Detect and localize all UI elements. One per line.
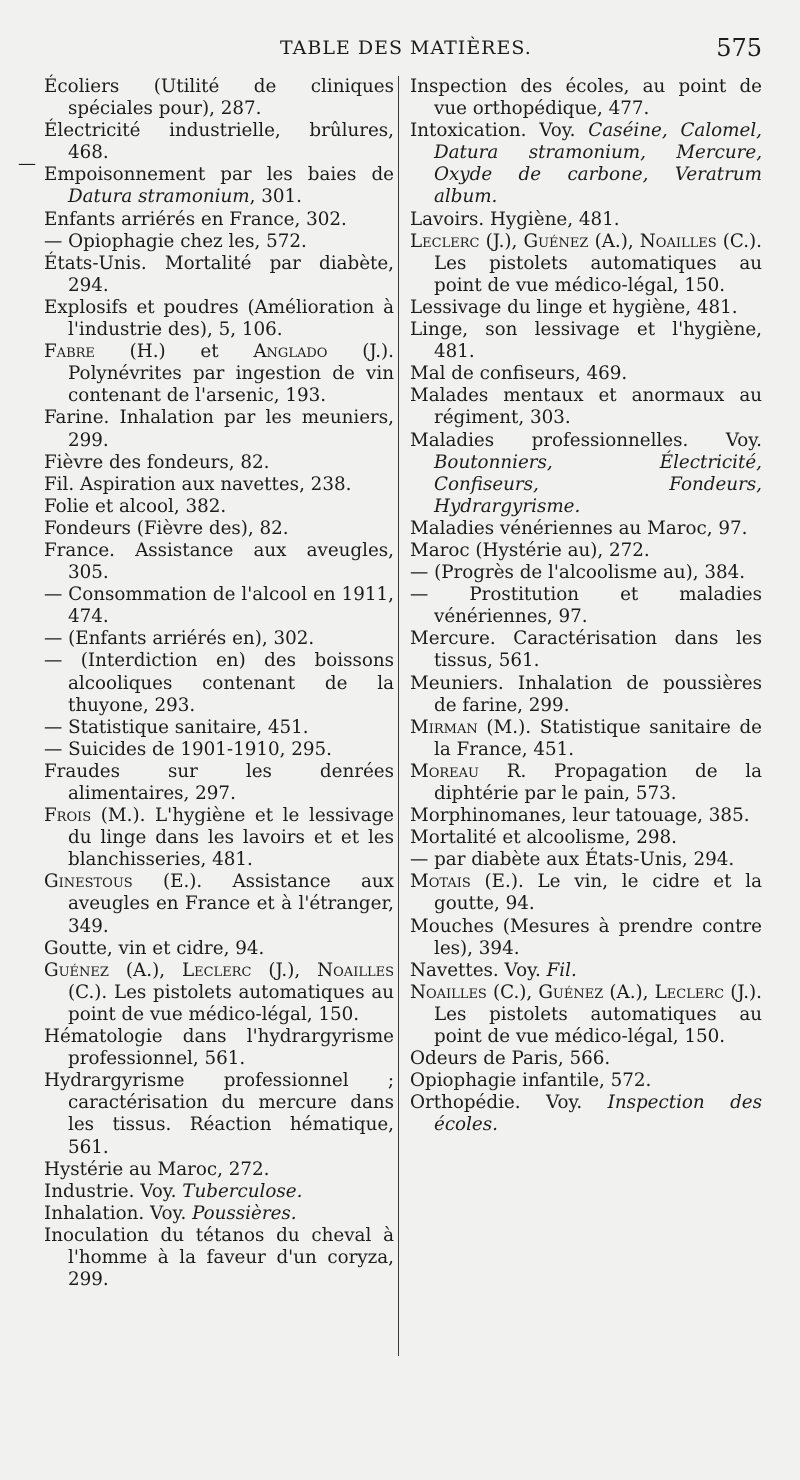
index-entry <box>44 761 394 805</box>
entry-text: Datura stramonium <box>68 186 250 208</box>
entry-text: Opiophagie infantile, 572. <box>410 1070 652 1092</box>
index-entry <box>410 916 762 960</box>
entry-text: (J.). Les pistolets automatiques au point de vue médico-légal, 150. <box>434 981 762 1048</box>
entry-text: Inspection des écoles, au point de vue orthopédique, 477. <box>410 76 762 120</box>
index-entry <box>44 584 394 628</box>
entry-text: Fondeurs (Fièvre des), 82. <box>44 517 289 539</box>
entry-text: Odeurs de Paris, 566. <box>410 1048 611 1070</box>
index-entry <box>44 407 394 451</box>
index-entry <box>410 982 762 1048</box>
entry-text: — Suicides de 1901-1910, 295. <box>44 738 332 760</box>
entry-text: Mouches (Mesures à prendre contre les), 394. <box>410 915 762 959</box>
entry-text: (C.). Les pistolets automatiques au point de vue médico-légal, 150. <box>68 981 394 1025</box>
index-entry <box>410 1092 762 1136</box>
entry-text: (A.), <box>108 959 182 981</box>
entry-text: — Statistique sanitaire, 451. <box>44 716 309 738</box>
entry-text: (E.). Le vin, le cidre et la goutte, 94. <box>434 871 762 915</box>
entry-text: Hydrargyrisme professionnel ; caractérisation du mercure dans les tissus. Réaction hématique, 561. <box>44 1070 394 1158</box>
entry-text: Mirman <box>410 716 478 738</box>
index-entry <box>44 120 394 164</box>
entry-text: Hématologie dans l'hydrargyrisme professionnel, 561. <box>44 1026 394 1070</box>
entry-text: Écoliers (Utilité de cliniques spéciales pour), 287. <box>44 76 394 120</box>
entry-text: (C.), <box>486 981 539 1003</box>
entry-text: (M.). Statistique sanitaire de la France, 451. <box>434 716 762 760</box>
index-entry <box>410 120 762 208</box>
entry-text: États-Unis. Mortalité par diabète, 294. <box>44 252 394 296</box>
entry-text: Enfants arriérés en France, 302. <box>44 208 347 230</box>
entry-text: Électricité industrielle, brûlures, 468. <box>44 120 394 164</box>
index-entry <box>44 76 394 120</box>
index-entry <box>410 209 762 231</box>
entry-text: Maladies vénériennes au Maroc, 97. <box>410 517 748 539</box>
entry-text: Tuberculose. <box>182 1180 303 1202</box>
index-entry <box>44 209 394 231</box>
entry-text: Noailles <box>410 981 487 1003</box>
entry-text: — Opiophagie chez les, 572. <box>44 230 307 252</box>
index-entry <box>44 938 394 960</box>
index-entry <box>410 717 762 761</box>
index-entry <box>410 1048 762 1070</box>
entry-text: Guénez <box>523 230 589 252</box>
index-entry <box>410 319 762 363</box>
entry-text: Poussières. <box>192 1202 297 1224</box>
right-column <box>410 76 762 1137</box>
entry-text: Fièvre des fondeurs, 82. <box>44 451 270 473</box>
index-entry <box>410 673 762 717</box>
entry-text: Orthopédie. Voy. <box>410 1092 608 1114</box>
entry-text: France. Assistance aux aveugles, 305. <box>44 539 394 584</box>
index-entry <box>410 231 762 297</box>
entry-text: Meuniers. Inhalation de poussières de farine, 299. <box>410 672 762 716</box>
entry-text: Farine. Inhalation par les meuniers, 299. <box>44 407 394 451</box>
entry-text: Maroc (Hystérie au), 272. <box>410 539 650 561</box>
entry-text: Inspection des écoles. <box>434 1092 763 1136</box>
index-entry <box>410 871 762 915</box>
entry-text: Hystérie au Maroc, 272. <box>44 1158 270 1180</box>
entry-text: Empoisonnement par les baies de <box>44 164 394 186</box>
entry-text: (E.). Assistance aux aveugles en France et à l'étranger, 349. <box>68 871 394 937</box>
index-entry <box>410 805 762 827</box>
index-entry <box>410 1070 762 1092</box>
index-entry <box>410 297 762 319</box>
index-entry <box>410 76 762 120</box>
entry-text: Leclerc <box>181 959 252 981</box>
index-entry <box>44 540 394 584</box>
index-entry <box>44 341 394 407</box>
entry-text: (A.), <box>588 230 640 252</box>
entry-text: (M.). L'hygiène et le lessivage du linge dans les lavoirs et et les blanchisseries, 481. <box>68 805 394 871</box>
entry-text: Guénez <box>44 959 109 981</box>
entry-text: Moreau <box>410 760 479 782</box>
entry-text: (J.), <box>251 959 318 981</box>
entry-text: R. Propagation de la diphtérie par le pain, 573. <box>434 760 762 804</box>
index-entry <box>410 761 762 805</box>
index-entry <box>410 430 762 518</box>
left-column <box>44 76 394 1291</box>
entry-text: Fil. Aspiration aux navettes, 238. <box>44 473 352 495</box>
entry-text: Maladies professionnelles. Voy. <box>410 429 762 451</box>
entry-text: Fabre <box>44 341 95 363</box>
index-entry <box>44 1026 394 1070</box>
index-entry <box>44 1159 394 1181</box>
entry-text: Mal de confiseurs, 469. <box>410 363 628 385</box>
entry-text: Lessivage du linge et hygiène, 481. <box>410 296 738 318</box>
index-entry <box>44 253 394 297</box>
index-entry <box>410 827 762 849</box>
entry-text: Fraudes sur les denrées alimentaires, 297. <box>44 760 394 804</box>
entry-text: Noailles <box>639 230 717 252</box>
index-entry <box>44 231 394 253</box>
entry-text: (J.). Polynévrites par ingestion de vin contenant de l'arsenic, 193. <box>68 341 394 407</box>
entry-text: — (Progrès de l'alcoolisme au), 384. <box>410 562 746 584</box>
index-entry <box>410 584 762 628</box>
entry-text: — par diabète aux États-Unis, 294. <box>410 849 735 871</box>
entry-text: Folie et alcool, 382. <box>44 495 227 517</box>
index-entry <box>44 297 394 341</box>
entry-text: Inhalation. Voy. <box>44 1202 193 1224</box>
index-entry <box>410 363 762 385</box>
entry-text: — Consommation de l'alcool en 1911, 474. <box>44 584 394 628</box>
entry-text: Morphinomanes, leur tatouage, 385. <box>410 805 750 827</box>
entry-text: Anglado <box>253 341 328 363</box>
column-divider <box>398 76 399 1356</box>
index-entry <box>44 474 394 496</box>
entry-text: Mercure. Caractérisation dans les tissus, 561. <box>410 628 762 672</box>
index-entry <box>44 518 394 540</box>
index-entry <box>44 960 394 1026</box>
index-entry <box>44 1203 394 1225</box>
index-entry <box>44 1225 394 1291</box>
entry-text: Navettes. Voy. <box>410 959 547 981</box>
page-number: 575 <box>716 34 762 62</box>
entry-text: Ginestous <box>44 871 133 893</box>
index-entry <box>44 871 394 937</box>
index-entry <box>44 739 394 761</box>
index-entry <box>410 518 762 540</box>
running-head: TABLE DES MATIÈRES. <box>280 37 532 59</box>
index-entry <box>410 960 762 982</box>
index-entry <box>44 164 394 208</box>
index-entry <box>410 562 762 584</box>
entry-text: (C.). Les pistolets automatiques au point de vue médico-légal, 150. <box>434 230 762 296</box>
index-entry <box>44 452 394 474</box>
entry-text: Guénez <box>538 981 604 1003</box>
entry-text: Goutte, vin et cidre, 94. <box>44 937 265 959</box>
index-entry <box>410 849 762 871</box>
index-entry <box>410 540 762 562</box>
entry-text: Boutonniers, Électricité, Confiseurs, Fondeurs, Hydrargyrisme. <box>434 451 762 517</box>
index-entry <box>44 805 394 871</box>
entry-text: — Prostitution et maladies vénériennes, 97. <box>410 584 762 628</box>
index-entry <box>410 628 762 672</box>
entry-text: (A.), <box>603 981 655 1003</box>
entry-text: (J.), <box>479 230 524 252</box>
entry-text: Lavoirs. Hygiène, 481. <box>410 208 620 230</box>
entry-text: — (Enfants arriérés en), 302. <box>44 628 315 650</box>
entry-text: Fil. <box>546 959 577 981</box>
margin-mark: — <box>18 153 36 174</box>
entry-text: — (Interdiction en) des boissons alcooliques contenant de la thuyone, 293. <box>44 650 394 716</box>
entry-text: Caséine, Calomel, Datura stramonium, Mercure, Oxyde de carbone, Veratrum album. <box>434 120 762 208</box>
entry-text: Explosifs et poudres (Amélioration à l'industrie des), 5, 106. <box>44 296 394 341</box>
entry-text: Industrie. Voy. <box>44 1180 183 1202</box>
entry-text: Leclerc <box>654 981 725 1003</box>
index-entry <box>44 496 394 518</box>
entry-text: Malades mentaux et anormaux au régiment, 303. <box>410 385 762 429</box>
entry-text: Motais <box>410 871 471 893</box>
entry-text: (H.) et <box>94 341 254 363</box>
entry-text: Intoxication. Voy. <box>410 120 589 142</box>
index-entry <box>44 1181 394 1203</box>
entry-text: Noailles <box>317 959 394 981</box>
entry-text: Inoculation du tétanos du cheval à l'homme à la faveur d'un coryza, 299. <box>44 1224 394 1291</box>
index-entry <box>44 650 394 716</box>
entry-text: , 301. <box>249 186 302 208</box>
entry-text: Frois <box>44 805 92 827</box>
index-entry <box>44 1070 394 1158</box>
entry-text: Leclerc <box>410 230 480 252</box>
entry-text: Linge, son lessivage et l'hygiène, 481. <box>410 319 762 363</box>
index-entry <box>44 628 394 650</box>
entry-text: Mortalité et alcoolisme, 298. <box>410 827 677 849</box>
index-entry <box>410 385 762 429</box>
index-entry <box>44 717 394 739</box>
